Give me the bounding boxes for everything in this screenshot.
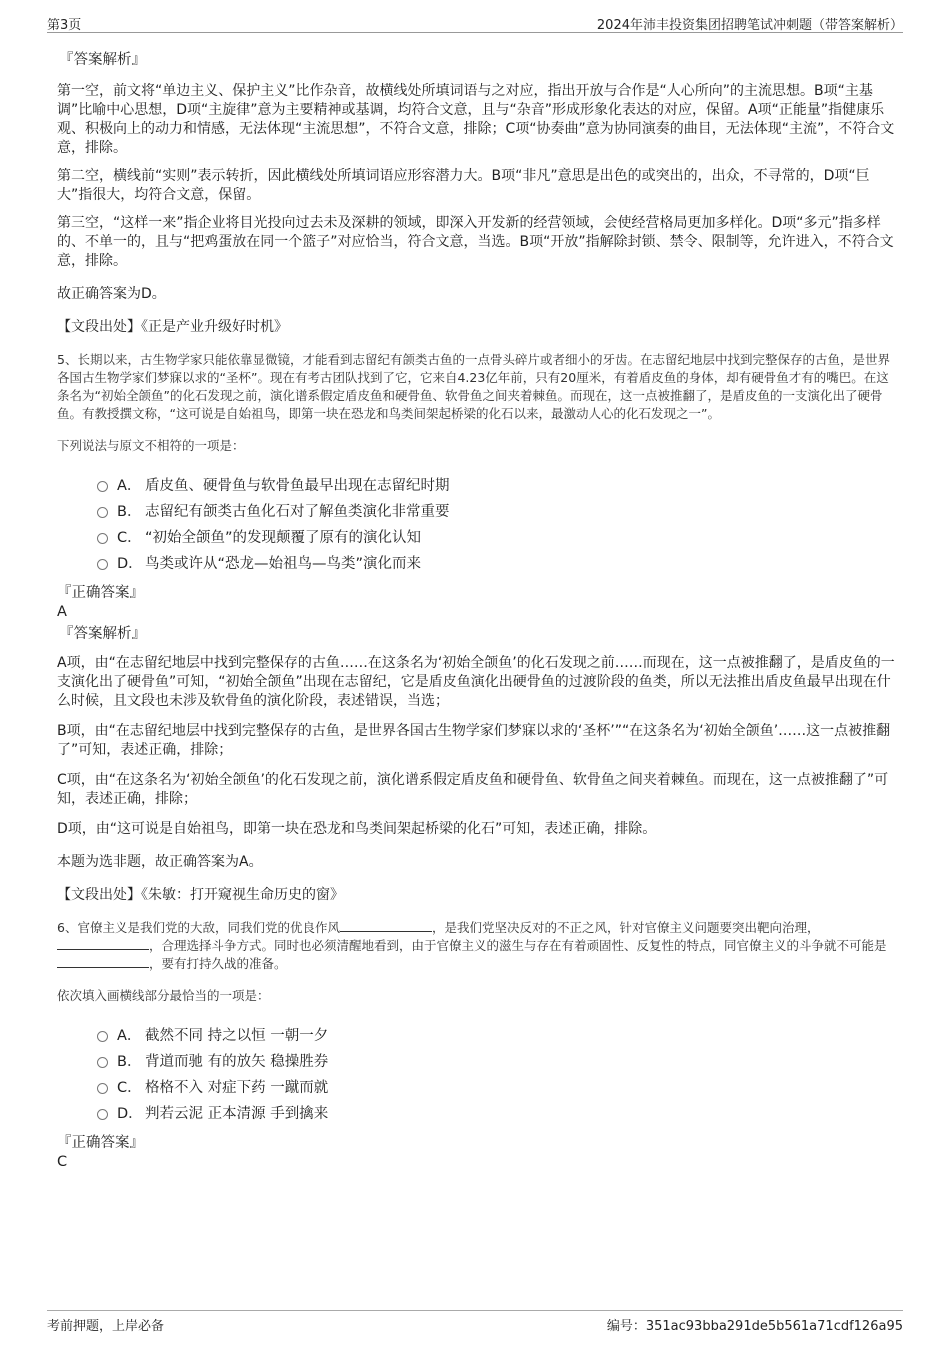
- q5-stem: 5、长期以来，古生物学家只能依靠显微镜，才能看到志留纪有颌类古鱼的一点骨头碎片或者细小的牙齿。在志留纪地层中找到完整保存的古鱼，是世界各国古生物学家们梦寐以求的“圣杯”。现在有考古团队找到了它，它来自4.23亿年前，只有20厘米，有着盾皮鱼的身体，却有硬骨鱼才有的嘴巴。在这条名为“初始全颌鱼”的化石发现之前，演化谱系假定盾皮鱼和硬骨鱼、软骨鱼之间夹着棘鱼。而现在，这一点被推翻了，是盾皮鱼的一支演化出了硬骨鱼。有教授撰文称，“这可说是自始祖鸟，即第一块在恐龙和鸟类间架起桥梁的化石以来，最激动人心的化石发现之一”。: [57, 352, 890, 421]
- q6-option-c[interactable]: C． 格格不入 对症下药 一蹴而就: [57, 1075, 897, 1101]
- q5-analysis-b: B项，由“在志留纪地层中找到完整保存的古鱼，是世界各国古生物学家们梦寐以求的‘圣杯’”“在这条名为‘初始全颌鱼’……这一点被推翻了”可知，表述正确，排除；: [57, 723, 891, 758]
- q5-options: [57, 473, 897, 577]
- q5-answer-label: 『正确答案』: [57, 585, 144, 601]
- q6-answer-label: 『正确答案』: [57, 1135, 144, 1151]
- q5-option-a[interactable]: A． 盾皮鱼、硬骨鱼与软骨鱼最早出现在志留纪时期: [57, 473, 897, 499]
- q6-option-d[interactable]: D． 判若云泥 正本清源 手到擒来: [57, 1101, 897, 1127]
- page-footer: [47, 1310, 903, 1333]
- radio-icon[interactable]: [97, 1083, 108, 1094]
- q6-question: 依次填入画横线部分最恰当的一项是：: [57, 988, 270, 1003]
- q6-options: [57, 1023, 897, 1127]
- q5-conclusion: 本题为选非题，故正确答案为A。: [57, 854, 263, 870]
- q6-stem: 6、官僚主义是我们党的大敌，同我们党的优良作风 ，是我们党坚决反对的不正之风，针对官僚主义问题要突出靶向治理，，合理选择斗争方式。同时也必须清醒地看到，由于官僚主义的滋生与存在有着顽固性、反复性的特点，同官僚主义的斗争就不可能是，要有打持久战的准备。: [57, 920, 887, 971]
- page-number: 第3页: [47, 18, 82, 33]
- q5-analysis-c: C项，由“在这条名为‘初始全颌鱼’的化石发现之前，演化谱系假定盾皮鱼和硬骨鱼、软骨鱼之间夹着棘鱼。而现在，这一点被推翻了”可知，表述正确，排除；: [57, 772, 889, 807]
- q5-analysis-label: 『答案解析』: [59, 626, 146, 642]
- q5-question: 下列说法与原文不相符的一项是：: [57, 438, 245, 453]
- radio-icon[interactable]: [97, 1057, 108, 1068]
- document-title: 2024年沛丰投资集团招聘笔试冲刺题（带答案解析）: [596, 18, 903, 33]
- fill-blank-1[interactable]: [340, 919, 432, 932]
- q4-source: 【文段出处】《正是产业升级好时机》: [57, 319, 288, 335]
- radio-icon[interactable]: [97, 481, 108, 492]
- q6-option-b[interactable]: B． 背道而驰 有的放矢 稳操胜券: [57, 1049, 897, 1075]
- q5-option-d[interactable]: D． 鸟类或许从“恐龙—始祖鸟—鸟类”演化而来: [57, 551, 897, 577]
- q5-answer: A: [57, 604, 67, 620]
- q4-analysis-label: 『答案解析』: [59, 52, 146, 68]
- q5-analysis-d: D项，由“这可说是自始祖鸟，即第一块在恐龙和鸟类间架起桥梁的化石”可知，表述正确，排除。: [57, 821, 657, 837]
- q4-analysis-p2: 第二空，横线前“实则”表示转折，因此横线处所填词语应形容潜力大。B项“非凡”意思是出色的或突出的，出众，不寻常的，D项“巨大”指很大，均符合文意，保留。: [57, 168, 870, 203]
- q6-option-a[interactable]: A． 截然不同 持之以恒 一朝一夕: [57, 1023, 897, 1049]
- q5-analysis-a: A项，由“在志留纪地层中找到完整保存的古鱼……在这条名为‘初始全颌鱼’的化石发现之前……而现在，这一点被推翻了，是盾皮鱼的一支演化出了硬骨鱼”可知，“初始全颌鱼”出现在志留纪，它是盾皮鱼演化出硬骨鱼的过渡阶段的鱼类，所以无法推出盾皮鱼最早出现在什么时候，且文段也未涉及软骨鱼的演化阶段，表述错误，当选；: [57, 655, 895, 709]
- q4-conclusion: 故正确答案为D。: [57, 286, 166, 302]
- q5-option-b[interactable]: B． 志留纪有颌类古鱼化石对了解鱼类演化非常重要: [57, 499, 897, 525]
- radio-icon[interactable]: [97, 1031, 108, 1042]
- q5-source: 【文段出处】《朱敏：打开窥视生命历史的窗》: [57, 887, 344, 903]
- q6-answer: C: [57, 1154, 68, 1170]
- radio-icon[interactable]: [97, 559, 108, 570]
- radio-icon[interactable]: [97, 533, 108, 544]
- page-header: [47, 12, 903, 33]
- radio-icon[interactable]: [97, 1109, 108, 1120]
- q4-analysis-p1: 第一空，前文将“单边主义、保护主义”比作杂音，故横线处所填词语与之对应，指出开放与合作是“人心所向”的主流思想。B项“主基调”比喻中心思想，D项“主旋律”意为主要精神或基调，均符合文意，且与“杂音”形成形象化表达的对应，保留。A项“正能量”指健康乐观、积极向上的动力和情感，无法体现“主流思想”，不符合文意，排除；C项“协奏曲”意为协同演奏的曲目，无法体现“主流”，不符合文意，排除。: [57, 83, 895, 156]
- footer-slogan: 考前押题，上岸必备: [47, 1319, 165, 1334]
- q5-option-c[interactable]: C． “初始全颌鱼”的发现颠覆了原有的演化认知: [57, 525, 897, 551]
- fill-blank-2[interactable]: [57, 937, 149, 950]
- radio-icon[interactable]: [97, 507, 108, 518]
- document-serial: 编号：351ac93bba291de5b561a71cdf126a95: [606, 1319, 903, 1334]
- fill-blank-3[interactable]: [57, 955, 149, 968]
- page-content: [57, 48, 897, 1170]
- q4-analysis-p3: 第三空，“这样一来”指企业将目光投向过去未及深耕的领域，即深入开发新的经营领域，会使经营格局更加多样化。D项“多元”指多样的、不单一的，且与“把鸡蛋放在同一个篮子”对应恰当，符合文意，当选。B项“开放”指解除封锁、禁令、限制等，允许进入，不符合文意，排除。: [57, 215, 894, 269]
